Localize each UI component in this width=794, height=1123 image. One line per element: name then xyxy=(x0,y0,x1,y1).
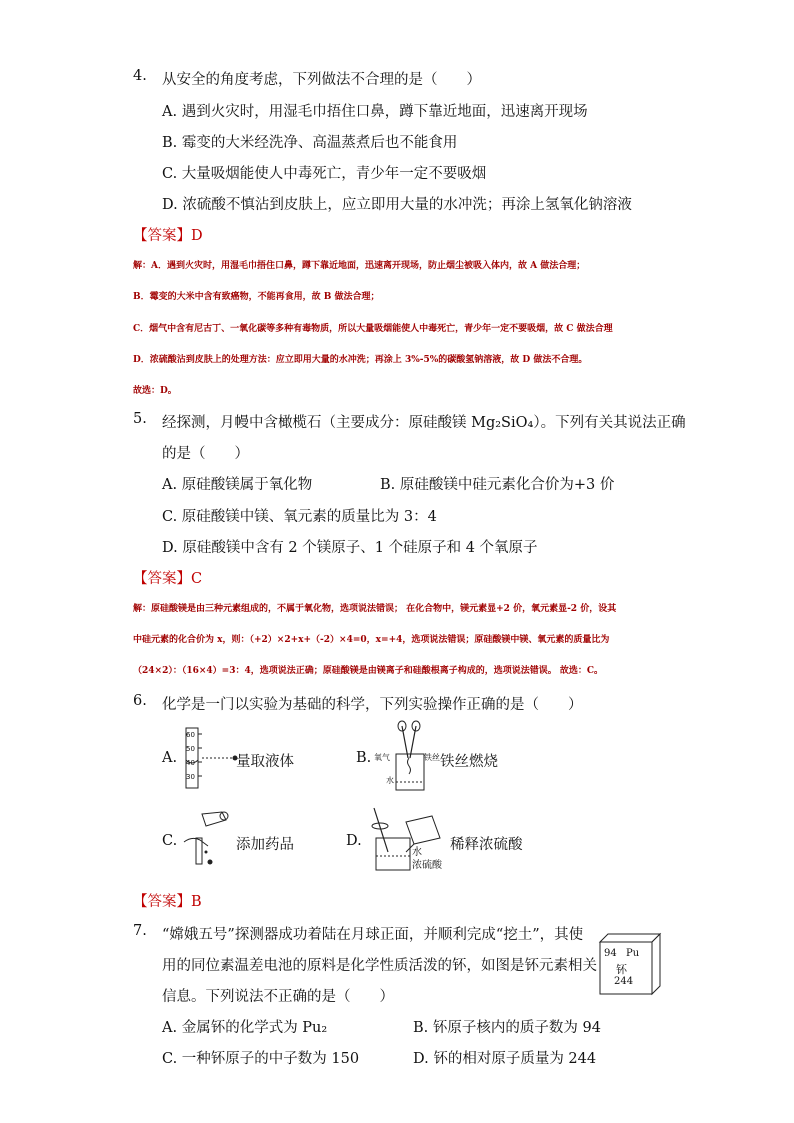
iron-label: 铁丝 xyxy=(424,753,440,762)
water-label: 水 xyxy=(412,847,422,858)
element-mass: 244 xyxy=(614,976,634,987)
q5-number: 5. xyxy=(133,411,147,427)
cylinder-tick-label: 30 xyxy=(186,773,195,781)
q6-answer: 【答案】B xyxy=(133,894,202,910)
fig-d-caption: 稀释浓硫酸 xyxy=(450,837,523,853)
q5-answer: 【答案】C xyxy=(133,571,203,587)
fig-c-letter: C. xyxy=(162,833,178,849)
cylinder-scale xyxy=(186,728,195,784)
adding-reagent-icon xyxy=(178,808,234,870)
q5-option-a: A. 原硅酸镁属于氧化物 xyxy=(162,477,313,493)
q7-option-b: B. 钚原子核内的质子数为 94 xyxy=(413,1020,601,1036)
cylinder-tick-label: 60 xyxy=(186,731,195,739)
q4-explanation-line: C．烟气中含有尼古丁、一氧化碳等多种有毒物质，所以大量吸烟能使人中毒死亡，青少年一定不要吸烟，故 C 做法合理 xyxy=(133,324,613,334)
q4-explanation-line: D．浓硫酸沾到皮肤上的处理方法：应立即用大量的水冲洗；再涂上 3%-5%的碳酸氢钠溶液，故 D 做法不合理。 xyxy=(133,355,588,365)
q6-number: 6. xyxy=(133,693,147,709)
q4-explanation-line: 故选：D。 xyxy=(133,386,177,396)
cylinder-tick-label: 40 xyxy=(186,759,195,767)
q4-explanation-line: B．霉变的大米中含有致癌物，不能再食用，故 B 做法合理； xyxy=(133,292,380,302)
q5-explanation-line: （24×2）：（16×4）=3：4，选项说法正确；原硅酸镁是由镁离子和硅酸根离子构成的，选项说法错误。 故选：C。 xyxy=(133,666,604,676)
q5-stem-line1: 经探测，月幔中含橄榄石（主要成分：原硅酸镁 Mg₂SiO₄）。下列有关其说法正确 xyxy=(162,415,686,431)
q5-stem-line2: 的是（ ） xyxy=(162,446,249,462)
q4-option-c: C. 大量吸烟能使人中毒死亡，青少年一定不要吸烟 xyxy=(162,166,487,182)
cylinder-tick-label: 50 xyxy=(186,745,195,753)
q7-number: 7. xyxy=(133,923,147,939)
fig-c-caption: 添加药品 xyxy=(236,837,294,853)
q7-stem-line2: 用的同位素温差电池的原料是化学性质活泼的钚，如图是钚元素相关 xyxy=(162,958,597,974)
q5-explanation-line: 解：原硅酸镁是由三种元素组成的，不属于氧化物，选项说法错误； 在化合物中，镁元素显+2 价，氧元素显-2 价，设其 xyxy=(133,604,617,614)
element-symbol: Pu xyxy=(626,948,640,959)
q4-number: 4. xyxy=(133,68,147,84)
acid-label: 浓硫酸 xyxy=(412,860,442,871)
q4-option-d: D. 浓硫酸不慎沾到皮肤上，应立即用大量的水冲洗；再涂上氢氧化钠溶液 xyxy=(162,197,632,213)
q4-option-b: B. 霉变的大米经洗净、高温蒸煮后也不能食用 xyxy=(162,135,458,151)
q4-stem: 从安全的角度考虑，下列做法不合理的是（ ） xyxy=(162,72,481,88)
q5-explanation-line: 中硅元素的化合价为 x，则：（+2）×2+x+（-2）×4=0，x=+4，选项说法错误；原硅酸镁中镁、氧元素的质量比为 xyxy=(133,635,610,645)
fig-b-caption: 铁丝燃烧 xyxy=(440,754,498,770)
q7-option-a: A. 金属钚的化学式为 Pu₂ xyxy=(162,1020,328,1036)
fig-d-letter: D. xyxy=(346,833,362,849)
q5-option-d: D. 原硅酸镁中含有 2 个镁原子、1 个硅原子和 4 个氧原子 xyxy=(162,540,538,556)
q4-option-a: A. 遇到火灾时，用湿毛巾捂住口鼻，蹲下靠近地面，迅速离开现场 xyxy=(162,104,588,120)
q4-explanation-line: 解：A．遇到火灾时，用湿毛巾捂住口鼻，蹲下靠近地面，迅速离开现场，防止烟尘被吸入体内，故 A 做法合理； xyxy=(133,261,586,271)
q6-stem: 化学是一门以实验为基础的科学，下列实验操作正确的是（ ） xyxy=(162,697,583,713)
fig-b-letter: B. xyxy=(356,750,372,766)
q7-option-c: C. 一种钚原子的中子数为 150 xyxy=(162,1051,360,1067)
element-atomic-number: 94 xyxy=(604,948,617,959)
q7-option-d: D. 钚的相对原子质量为 244 xyxy=(413,1051,597,1067)
q4-answer: 【答案】D xyxy=(133,228,203,244)
water-label: 水 xyxy=(386,776,394,785)
element-name: 钚 xyxy=(616,963,627,976)
q7-stem-line3: 信息。下列说法不正确的是（ ） xyxy=(162,989,394,1005)
q7-stem-line1: “嫦娥五号”探测器成功着陆在月球正面，并顺利完成“挖土”，其使 xyxy=(162,927,584,943)
q5-option-b: B. 原硅酸镁中硅元素化合价为+3 价 xyxy=(380,477,615,493)
fig-a-caption: 量取液体 xyxy=(236,754,294,770)
q5-option-c: C. 原硅酸镁中镁、氧元素的质量比为 3：4 xyxy=(162,509,437,525)
fig-a-letter: A. xyxy=(162,750,178,766)
oxygen-label: 氧气 xyxy=(374,753,390,762)
